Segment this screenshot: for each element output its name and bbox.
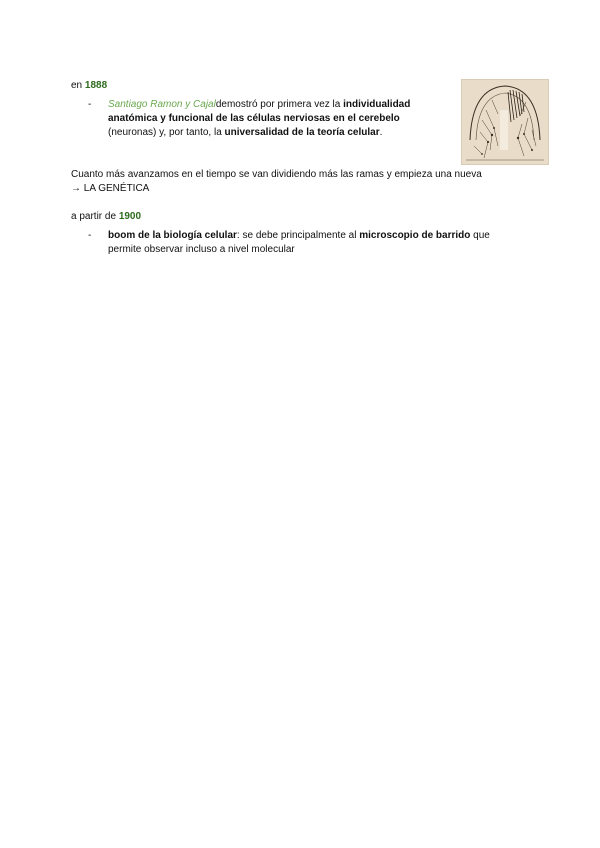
- boom-text-2: que: [470, 230, 490, 241]
- cajal-line-3: [108, 126, 382, 139]
- boom-line-2: permite observar incluso a nivel molecular: [108, 244, 295, 255]
- cajal-line-1: [108, 98, 410, 111]
- heading-1888: [71, 79, 107, 92]
- year-1888: 1888: [84, 80, 108, 91]
- bullet-dash: -: [88, 230, 92, 241]
- heading-prefix: a partir de: [71, 211, 119, 222]
- cajal-name: Santiago Ramon y Cajal: [108, 99, 216, 110]
- boom-text-1: : se debe principalmente al: [236, 230, 360, 241]
- cajal-text-3: .: [379, 127, 383, 138]
- neuron-drawing-svg: [462, 80, 548, 164]
- cajal-bold-1: individualidad: [343, 99, 411, 110]
- year-1900: 1900: [118, 211, 142, 222]
- cajal-bold-3: universalidad de la teoría celular: [224, 127, 380, 138]
- bullet-dash: -: [88, 99, 92, 110]
- heading-1900: [71, 210, 141, 223]
- heading-prefix: en: [71, 80, 85, 91]
- paragraph-line-1: Cuanto más avanzamos en el tiempo se van dividiendo más las ramas y empieza una nueva: [71, 169, 482, 180]
- cajal-text-2: (neuronas) y, por tanto, la: [108, 127, 225, 138]
- cajal-line-2: anatómica y funcional de las células nerviosas en el cerebelo: [108, 113, 400, 124]
- cajal-text-1: demostró por primera vez la: [215, 99, 344, 110]
- boom-bold-2: microscopio de barrido: [359, 230, 471, 241]
- neuron-drawing-icon: [461, 79, 549, 165]
- paragraph-line-2: → LA GENÉTICA: [71, 183, 150, 194]
- boom-line-1: [108, 229, 490, 242]
- boom-bold-1: boom de la biología celular: [108, 230, 237, 241]
